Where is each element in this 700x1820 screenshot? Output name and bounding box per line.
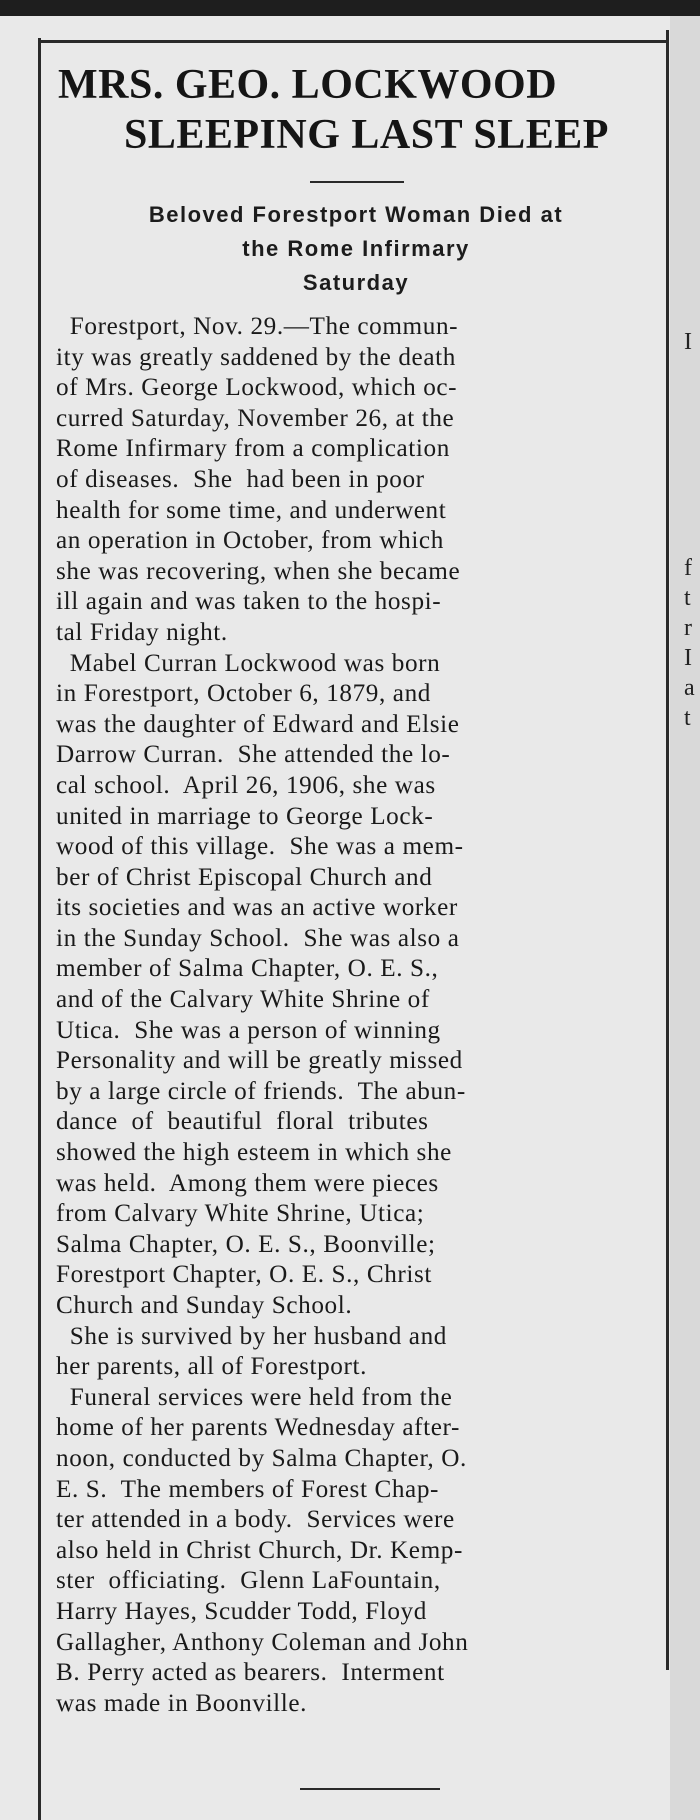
- body-line: health for some time, and underwent: [56, 496, 447, 524]
- body-line: member of Salma Chapter, O. E. S.,: [56, 955, 439, 983]
- body-line: Funeral services were held from the: [56, 1383, 453, 1411]
- article-headline: [48, 60, 664, 160]
- body-line: her parents, all of Forestport.: [56, 1353, 367, 1381]
- article-subheadline: [48, 198, 664, 300]
- body-line: united in marriage to George Lock-: [56, 802, 434, 830]
- body-line: ter attended in a body. Services were: [56, 1506, 455, 1534]
- body-line: was the daughter of Edward and Elsie: [56, 710, 460, 738]
- fragment-char: I: [684, 645, 692, 671]
- article-body: [56, 312, 662, 1719]
- body-line: wood of this village. She was a mem-: [56, 833, 464, 861]
- adjacent-column-area: [670, 16, 700, 1820]
- body-line: ster officiating. Glenn LaFountain,: [56, 1567, 441, 1595]
- body-line: She is survived by her husband and: [56, 1322, 447, 1350]
- subheadline-line-3: Saturday: [302, 270, 410, 295]
- body-line: she was recovering, when she became: [56, 557, 461, 585]
- body-line: Utica. She was a person of winning: [56, 1016, 441, 1044]
- body-line: ill again and was taken to the hospi-: [56, 588, 442, 616]
- column-rule-right: [666, 30, 669, 1670]
- body-line: Forestport Chapter, O. E. S., Christ: [56, 1261, 432, 1289]
- fragment-char: a: [684, 675, 695, 701]
- body-line: also held in Christ Church, Dr. Kemp-: [56, 1536, 463, 1564]
- body-line: of Mrs. George Lockwood, which oc-: [56, 374, 458, 402]
- body-line: its societies and was an active worker: [56, 894, 458, 922]
- body-line: home of her parents Wednesday after-: [56, 1414, 460, 1442]
- body-line: from Calvary White Shrine, Utica;: [56, 1200, 425, 1228]
- body-line: noon, conducted by Salma Chapter, O.: [56, 1444, 467, 1472]
- body-line: in the Sunday School. She was also a: [56, 924, 460, 952]
- body-line: and of the Calvary White Shrine of: [56, 986, 430, 1014]
- body-line: B. Perry acted as bearers. Interment: [56, 1659, 445, 1687]
- body-line: Mabel Curran Lockwood was born: [56, 649, 441, 677]
- subheadline-line-2: the Rome Infirmary: [242, 236, 470, 261]
- headline-line-2: SLEEPING LAST SLEEP: [124, 112, 609, 158]
- body-line: Forestport, Nov. 29.—The commun-: [56, 313, 459, 340]
- body-line: tal Friday night.: [56, 618, 228, 646]
- fragment-char: r: [684, 615, 692, 641]
- body-line: was made in Boonville.: [56, 1689, 308, 1717]
- body-line: was held. Among them were pieces: [56, 1169, 439, 1197]
- body-line: in Forestport, October 6, 1879, and: [56, 680, 431, 708]
- body-line: Harry Hayes, Scudder Todd, Floyd: [56, 1597, 427, 1625]
- column-rule-left: [38, 38, 41, 1820]
- headline-line-1: MRS. GEO. LOCKWOOD: [58, 62, 558, 108]
- body-line: cal school. April 26, 1906, she was: [56, 771, 436, 799]
- body-line: of diseases. She had been in poor: [56, 465, 425, 493]
- body-line: showed the high esteem in which she: [56, 1139, 452, 1167]
- body-line: Salma Chapter, O. E. S., Boonville;: [56, 1230, 436, 1258]
- body-line: Darrow Curran. She attended the lo-: [56, 741, 451, 769]
- fragment-char: I: [684, 329, 692, 355]
- body-line: E. S. The members of Forest Chap-: [56, 1475, 439, 1503]
- body-line: dance of beautiful floral tributes: [56, 1108, 429, 1136]
- scan-top-edge: [0, 0, 700, 16]
- body-line: ity was greatly saddened by the death: [56, 343, 456, 371]
- body-line: Rome Infirmary from a complication: [56, 435, 450, 463]
- subheadline-line-1: Beloved Forestport Woman Died at: [148, 202, 564, 227]
- body-line: by a large circle of friends. The abun-: [56, 1077, 466, 1105]
- body-line: Personality and will be greatly missed: [56, 1047, 463, 1075]
- fragment-char: t: [684, 705, 691, 731]
- body-line: an operation in October, from which: [56, 527, 444, 555]
- body-line: Church and Sunday School.: [56, 1292, 353, 1319]
- body-line: Gallagher, Anthony Coleman and John: [56, 1628, 469, 1656]
- body-line: ber of Christ Episcopal Church and: [56, 863, 433, 891]
- headline-divider: [310, 181, 404, 183]
- article-end-rule: [300, 1788, 440, 1790]
- fragment-char: f: [684, 555, 692, 581]
- column-rule-top: [38, 40, 668, 43]
- fragment-char: t: [684, 585, 691, 611]
- body-line: curred Saturday, November 26, at the: [56, 404, 455, 432]
